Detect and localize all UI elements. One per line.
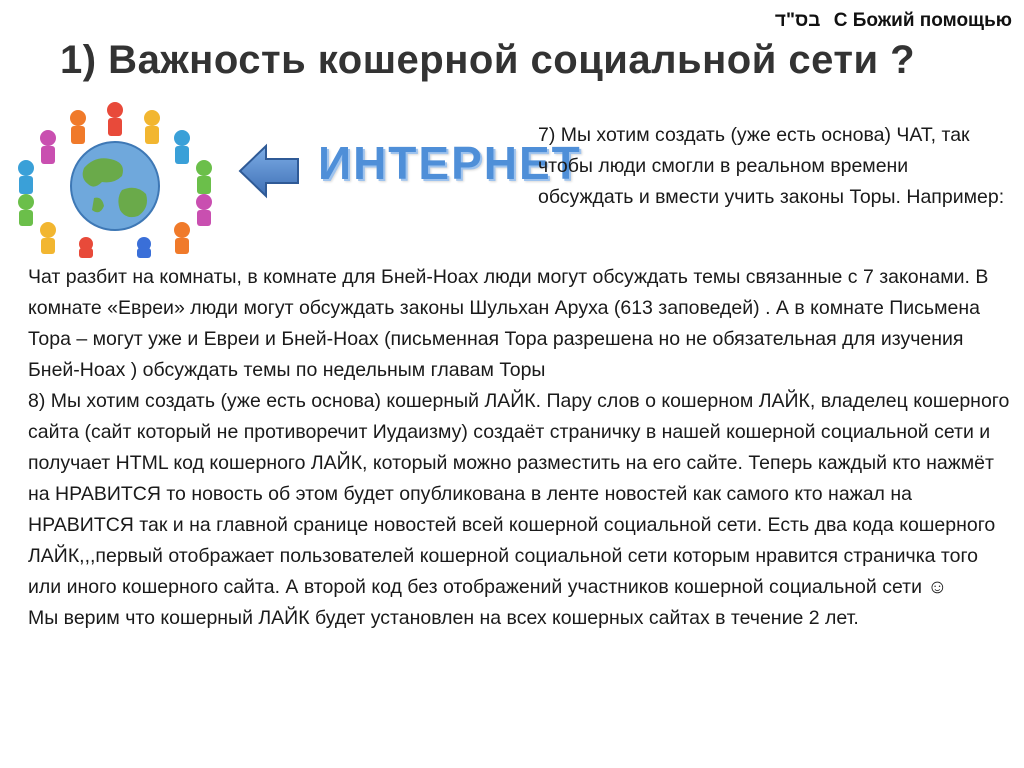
slide-title: 1) Важность кошерной социальной сети ?	[60, 38, 916, 82]
chat-rooms-paragraph: Чат разбит на комнаты, в комнате для Бней-Ноах люди могут обсуждать темы связанные с 7 законами. В комнате «Евреи» люди могут обсуждать законы Шульхан Аруха (613 заповедей) . А в комнате Письмена Тора – могут уже и Евреи и Бней-Ноах (письменная Тора разрешена но не обязательная для изучения Бней-Ноах ) обсуждать темы по недельным главам Торы	[28, 266, 989, 381]
header-note	[775, 10, 1012, 32]
internet-label: ИНТЕРНЕТ	[318, 137, 582, 189]
intro-paragraph: 7) Мы хотим создать (уже есть основа) ЧАТ, так чтобы люди смогли в реальном времени обсуждать и вмести учить законы Торы. Например:	[538, 124, 1005, 208]
arrow-left-icon	[238, 142, 300, 200]
closing-paragraph: Мы верим что кошерный ЛАЙК будет установлен на всех кошерных сайтах в течение 2 лет.	[28, 607, 859, 629]
hebrew-tag: בס"ד	[774, 10, 821, 31]
children-around-globe-icon	[4, 98, 226, 258]
body-text	[28, 262, 1013, 634]
kosher-like-paragraph: 8) Мы хотим создать (уже есть основа) кошерный ЛАЙК. Пару слов о кошерном ЛАЙК, владелец кошерного сайта (сайт который не противоречит Иудаизму) создаёт страничку в нашей кошерной социальной сети и получает HTML код кошерного ЛАЙК, который можно разместить на его сайте. Теперь каждый кто нажмёт на НРАВИТСЯ то новость об этом будет опубликована в ленте новостей как самого кто нажал на НРАВИТСЯ так и на главной сранице новостей всей кошерной социальной сети. Есть два кода кошерного ЛАЙК,,,первый отображает пользователей кошерной социальной сети которым нравится страничка того или иного кошерного сайта. А второй код без отображений участников кошерной социальной сети ☺	[28, 390, 1010, 598]
globe	[71, 142, 159, 230]
blessing-text: С Божий помощью	[833, 10, 1012, 31]
